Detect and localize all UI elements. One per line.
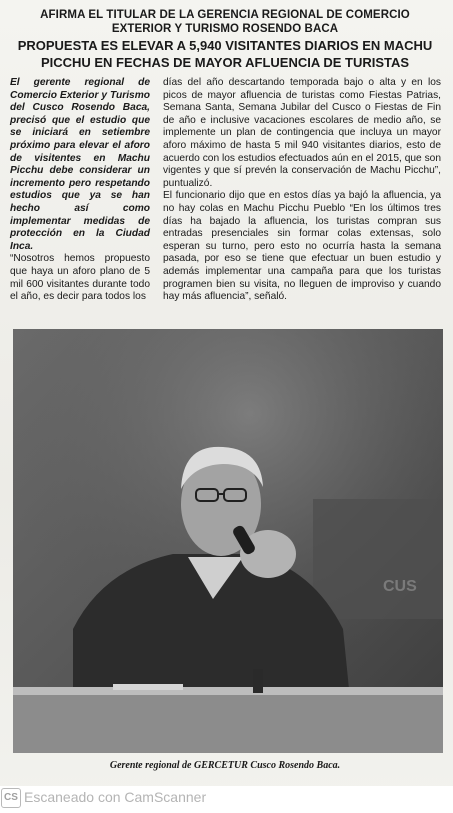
camscanner-logo-icon: CS: [1, 788, 21, 808]
article-left-column: [10, 77, 150, 304]
article-right-paragraph-2: El funcionario dijo que en estos días ya bajó la afluencia, ya no hay colas en Machu Picchu Pueblo “En los últimos tres días ha bajado la afluencia, los turistas compran sus entradas presenciales sin formar colas extensas, solo esperan su turno, pero esto no ocurría hasta la semana pasada, por eso se tiene que efectuar un buen estudio y además implementar una campaña para que los turistas programen bien su visita, no lleguen de improviso y cuando hay más afluencia”, señaló.: [163, 190, 441, 303]
scanner-watermark-text: Escaneado con CamScanner: [24, 789, 207, 805]
photo-caption: Gerente regional de GERCETUR Cusco Rosendo Baca.: [109, 760, 341, 771]
photo-illustration: [13, 329, 443, 753]
article-headline: PROPUESTA ES ELEVAR A 5,940 VISITANTES DIARIOS EN MACHU PICCHU EN FECHAS DE MAYOR AFLUENCIA DE TURISTAS: [17, 38, 433, 70]
svg-text:CUS: CUS: [383, 578, 417, 595]
article-kicker: AFIRMA EL TITULAR DE LA GERENCIA REGIONAL DE COMERCIO EXTERIOR Y TURISMO ROSENDO BACA: [40, 9, 410, 35]
article-left-paragraph: “Nosotros hemos propuesto que haya un aforo plano de 5 mil 600 visitantes durante todo el año, es decir para todos los: [10, 253, 150, 303]
article-right-column: [163, 77, 441, 304]
scanner-watermark: [0, 786, 453, 813]
article-photo: [13, 329, 443, 753]
article-lead: El gerente regional de Comercio Exterior y Turismo del Cusco Rosendo Baca, precisó que el estudio que se iniciará en setiembre próximo para elevar el aforo de visitentes en Machu Picchu debe considerar un incremento pero respetando estudios que ya se han hecho así como implementar medidas de protección en la Ciudad Inca.: [10, 77, 150, 252]
article-right-paragraph-1: días del año descartando temporada bajo o alta y en los picos de mayor afluencia de turistas como Fiestas Patrias, Semana Santa, Semana Jubilar del Cusco o Fiestas de Fin de año e inclusive vacaciones escolares de medio año, se implemente un plan de contingencia que incluya un mayor aforo máximo de hasta 5 mil 940 visitantes diarios, esto de acuerdo con los estudios efectuados aún en el 2015, que son vigentes y que sí prevén la conservación de Machu Picchu”, puntualizó.: [163, 77, 441, 189]
